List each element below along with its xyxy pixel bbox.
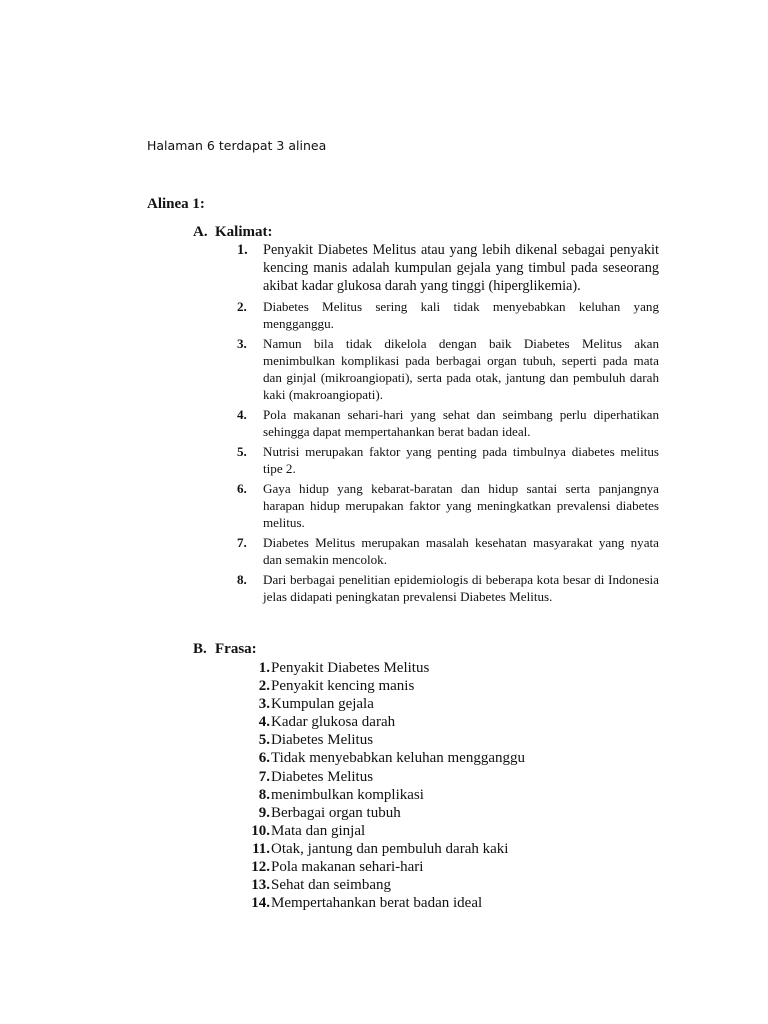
list-item: [237, 768, 525, 786]
list-item-text: Sehat dan seimbang: [271, 877, 391, 894]
list-item-text: Penyakit kencing manis: [271, 678, 415, 695]
list-item: [237, 749, 525, 767]
list-item-text: Diabetes Melitus: [271, 732, 374, 749]
list-item: [237, 840, 525, 858]
list-item: [237, 480, 659, 531]
list-item-number: 4.: [258, 714, 270, 731]
list-item: [237, 534, 659, 568]
list-item: [237, 695, 525, 713]
list-item-text: Diabetes Melitus: [271, 768, 374, 785]
list-item: [237, 713, 525, 731]
list-item-number: 4.: [237, 407, 247, 422]
section-b-title: Frasa:: [215, 641, 257, 657]
list-item-number: 8.: [258, 786, 270, 803]
section-a-heading: [193, 224, 273, 241]
list-item-number: 6.: [237, 481, 247, 496]
section-b-heading: [193, 641, 257, 658]
list-item: [237, 786, 525, 804]
list-item: [237, 731, 525, 749]
list-item-number: 5.: [237, 444, 247, 459]
list-item-text: Penyakit Diabetes Melitus: [271, 660, 430, 676]
list-item: [237, 406, 659, 440]
list-item-number: 1.: [237, 242, 248, 258]
list-item-text: Diabetes Melitus sering kali tidak menyebabkan keluhan yang mengganggu.: [263, 299, 659, 331]
frasa-list: [237, 659, 525, 912]
list-item-text: menimbulkan komplikasi: [271, 786, 424, 803]
list-item: [237, 677, 525, 695]
list-item-text: Diabetes Melitus merupakan masalah kesehatan masyarakat yang nyata dan semakin mencolok.: [263, 535, 659, 567]
list-item-number: 9.: [258, 804, 270, 821]
list-item-number: 8.: [237, 572, 247, 587]
list-item-number: 14.: [251, 895, 270, 912]
list-item-number: 3.: [258, 696, 270, 713]
list-item-text: Kumpulan gejala: [271, 696, 374, 713]
list-item: [237, 894, 525, 912]
list-item-number: 3.: [237, 336, 247, 351]
list-item: [237, 659, 525, 677]
list-item-number: 10.: [251, 822, 270, 839]
list-item-text: Penyakit Diabetes Melitus atau yang lebih dikenal sebagai penyakit kencing manis adalah kumpulan gejala yang timbul pada seseorang akibat kadar glukosa darah yang tinggi (hiperglikemia).: [263, 242, 659, 294]
list-item-text: Tidak menyebabkan keluhan mengganggu: [271, 750, 525, 767]
list-item-text: Gaya hidup yang kebarat-baratan dan hidup santai serta panjangnya harapan hidup merupakan faktor yang meningkatkan prevalensi diabetes melitus.: [263, 481, 659, 530]
list-item-text: Mempertahankan berat badan ideal: [271, 895, 483, 912]
list-item-number: 5.: [258, 732, 270, 749]
list-item-text: Nutrisi merupakan faktor yang penting pada timbulnya diabetes melitus tipe 2.: [263, 444, 659, 476]
list-item-number: 12.: [251, 859, 270, 876]
list-item: [237, 804, 525, 822]
list-item-text: Berbagai organ tubuh: [271, 804, 401, 821]
list-item-number: 7.: [237, 535, 247, 550]
list-item-number: 13.: [251, 877, 270, 894]
list-item: [237, 858, 525, 876]
list-item-number: 11.: [252, 840, 270, 857]
list-item-text: Dari berbagai penelitian epidemiologis di beberapa kota besar di Indonesia jelas didapati peningkatan prevalensi Diabetes Melitus.: [263, 572, 659, 604]
list-item: [237, 822, 525, 840]
list-item-text: Pola makanan sehari-hari yang sehat dan seimbang perlu diperhatikan sehingga dapat mempertahankan berat badan ideal.: [263, 407, 659, 439]
list-item: [237, 298, 659, 332]
kalimat-list: [237, 241, 659, 608]
list-item: [237, 241, 659, 295]
list-item-number: 6.: [258, 750, 270, 767]
list-item-number: 2.: [237, 299, 247, 314]
list-item: [237, 876, 525, 894]
list-item: [237, 571, 659, 605]
section-b-letter: B.: [193, 641, 207, 657]
section-a-letter: A.: [193, 224, 208, 240]
list-item: [237, 443, 659, 477]
list-item-text: Pola makanan sehari-hari: [271, 859, 424, 876]
list-item-number: 7.: [258, 768, 270, 785]
paragraph-heading: Alinea 1:: [147, 196, 205, 212]
intro-text: Halaman 6 terdapat 3 alinea: [147, 138, 327, 153]
list-item-text: Kadar glukosa darah: [271, 714, 396, 731]
list-item-number: 2.: [258, 678, 270, 695]
list-item: [237, 335, 659, 403]
list-item-number: 1.: [258, 660, 270, 676]
list-item-text: Namun bila tidak dikelola dengan baik Diabetes Melitus akan menimbulkan komplikasi pada berbagai organ tubuh, seperti pada mata dan ginjal (mikroangiopati), serta pada otak, jantung dan pembuluh darah kaki (makroangiopati).: [263, 336, 659, 402]
list-item-text: Otak, jantung dan pembuluh darah kaki: [271, 840, 509, 857]
section-a-title: Kalimat:: [215, 224, 273, 240]
list-item-text: Mata dan ginjal: [271, 822, 366, 839]
